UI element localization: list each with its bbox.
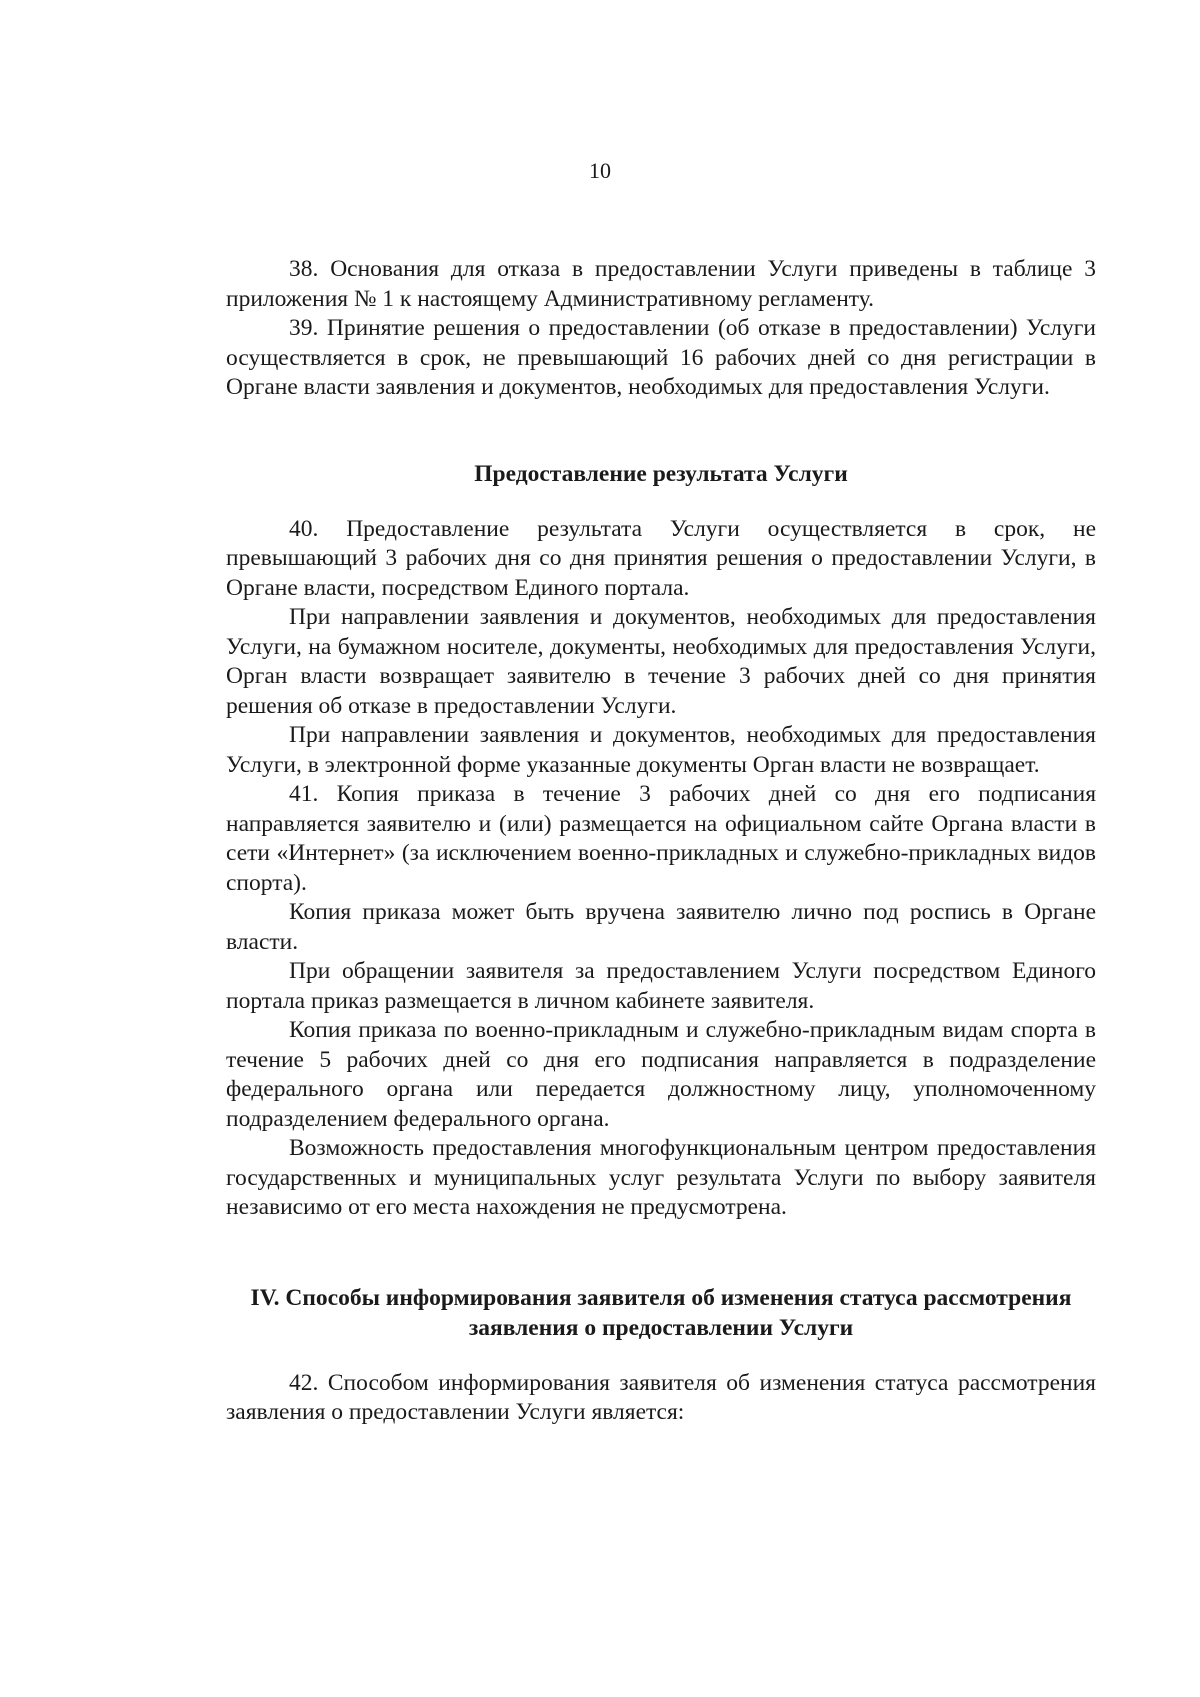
paragraph-41: 41. Копия приказа в течение 3 рабочих дней со дня его подписания направляется заявителю и (или) размещается на официальном сайте Органа власти в сети «Интернет» (за исключением военно-прикладных и служебно-прикладных видов спорта). (226, 781, 1096, 896)
paragraph-military-sports: Копия приказа по военно-прикладным и служебно-прикладным видам спорта в течение 5 рабочих дней со дня его подписания направляется в подразделение федерального органа или передается должностному лицу, уполномоченному подразделением федерального органа. (226, 1017, 1096, 1132)
paragraph-order-copy-in-person: Копия приказа может быть вручена заявителю лично под роспись в Органе власти. (226, 899, 1096, 955)
paragraph-mfc-not-provided: Возможность предоставления многофункциональным центром предоставления государственных и муниципальных услуг результата Услуги по выбору заявителя независимо от его места нахождения не предусмотрена. (226, 1135, 1096, 1220)
section-heading-iv: IV. Способы информирования заявителя об изменения статуса рассмотрения заявления о предоставлении Услуги (250, 1284, 1072, 1341)
paragraph-38: 38. Основания для отказа в предоставлении Услуги приведены в таблице 3 приложения № 1 к настоящему Административному регламенту. (226, 256, 1096, 312)
paragraph-39: 39. Принятие решения о предоставлении (об отказе в предоставлении) Услуги осуществляется в срок, не превышающий 16 рабочих дней со дня регистрации в Органе власти заявления и документов, необходимых для предоставления Услуги. (226, 315, 1096, 400)
section-iv-body (226, 1369, 1096, 1428)
section-heading-result: Предоставление результата Услуги (474, 460, 848, 487)
section-result-body (226, 515, 1096, 1223)
paragraph-42: 42. Способом информирования заявителя об изменения статуса рассмотрения заявления о предоставлении Услуги является: (226, 1369, 1096, 1425)
paragraph-40: 40. Предоставление результата Услуги осуществляется в срок, не превышающий 3 рабочих дня со дня принятия решения о предоставлении Услуги, в Органе власти, посредством Единого портала. (226, 515, 1096, 601)
paragraph-electronic-submission: При направлении заявления и документов, необходимых для предоставления Услуги, в электронной форме указанные документы Орган власти не возвращает. (226, 722, 1096, 778)
paragraph-portal-cabinet: При обращении заявителя за предоставлением Услуги посредством Единого портала приказ размещается в личном кабинете заявителя. (226, 958, 1096, 1014)
page-number: 10 (589, 158, 611, 183)
paragraph-paper-submission: При направлении заявления и документов, необходимых для предоставления Услуги, на бумажном носителе, документы, необходимых для предоставления Услуги, Орган власти возвращает заявителю в течение 3 рабочих дней со дня принятия решения об отказе в предоставлении Услуги. (226, 604, 1096, 719)
document-body (226, 255, 1096, 1428)
